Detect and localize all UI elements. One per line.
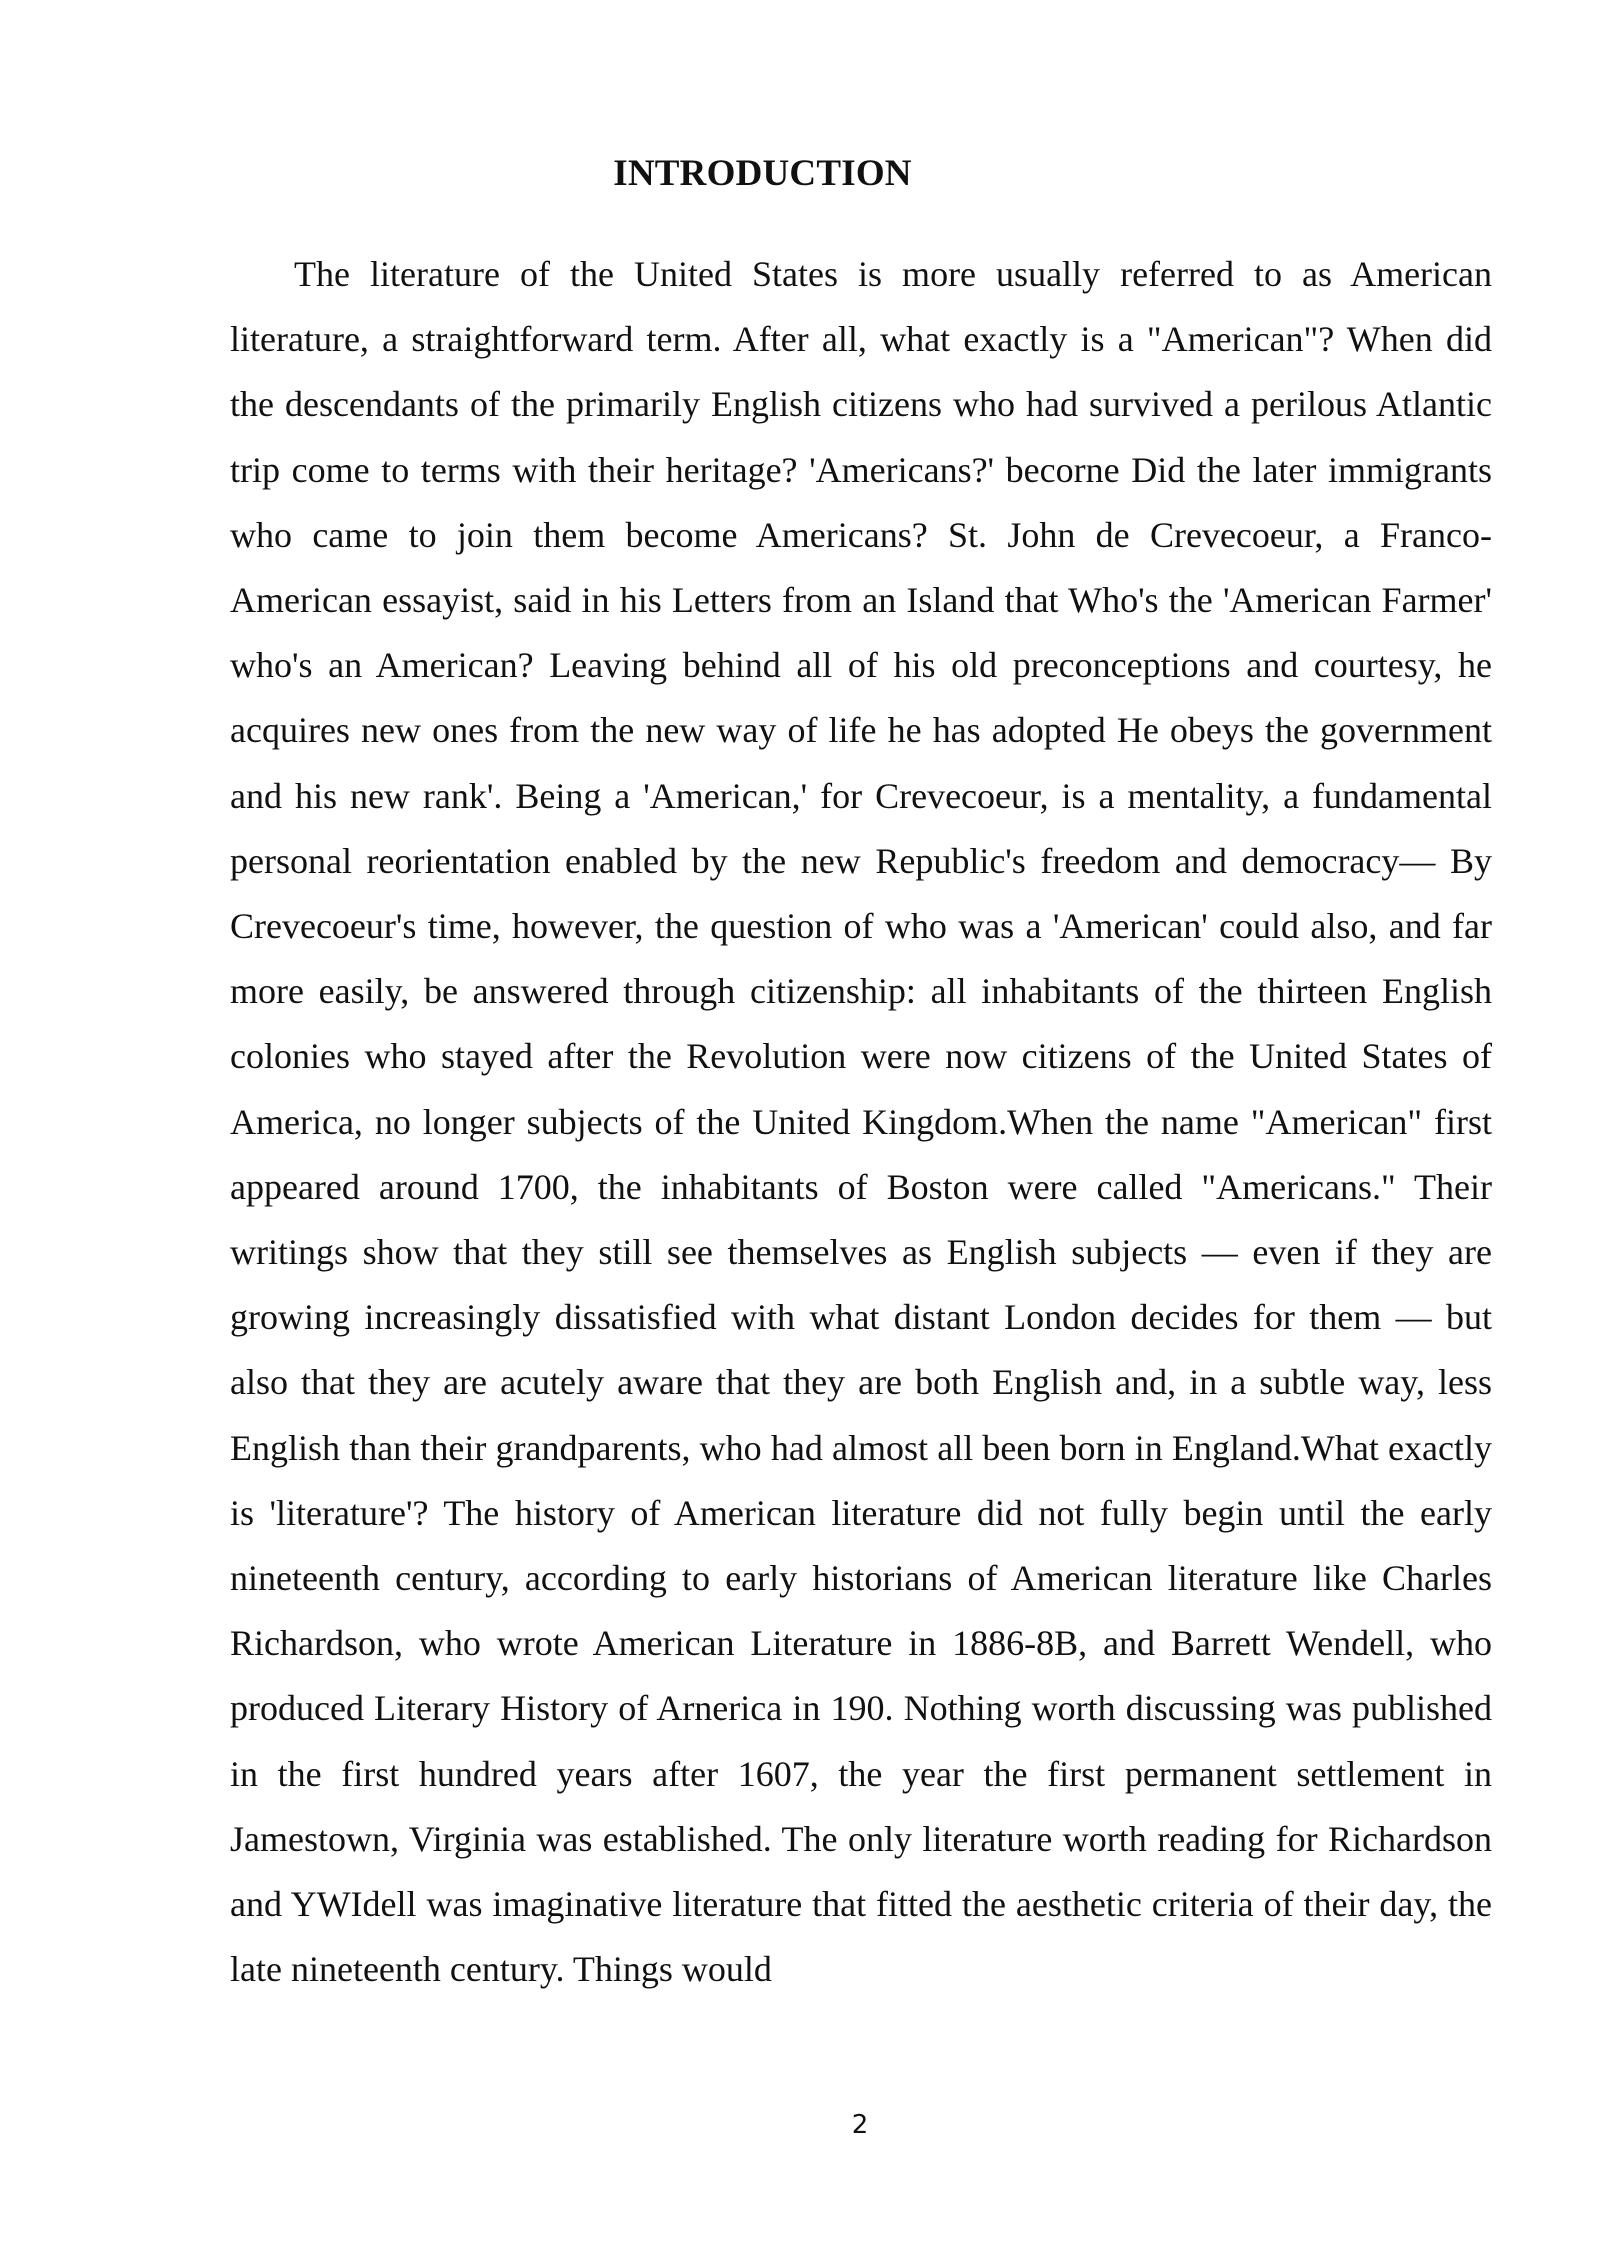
body-paragraph: The literature of the United States is more usually referred to as American literature, a straightforward term. After all, what exactly is a "American"? When did the descendants of the primarily English citizens who had survived a perilous Atlantic trip come to terms with their heritage? 'Americans?' becorne Did the later immigrants who came to join them become Americans? St. John de Crevecoeur, a Franco-American essayist, said in his Letters from an Island that Who's the 'American Farmer' who's an American? Leaving behind all of his old preconceptions and courtesy, he acquires new ones from the new way of life he has adopted He obeys the government and his new rank'. Being a 'American,' for Crevecoeur, is a mentality, a fundamental personal reorientation enabled by the new Republic's freedom and democracy— By Crevecoeur's time, however, the question of who was a 'American' could also, and far more easily, be answered through citizenship: all inhabitants of the thirteen English colonies who stayed after the Revolution were now citizens of the United States of America, no longer subjects of the United Kingdom.When the name "American" first appeared around 1700, the inhabitants of Boston were called "Americans." Their writings show that they still see themselves as English subjects — even if they are growing increasingly dissatisfied with what distant London decides for them — but also that they are acutely aware that they are both English and, in a subtle way, less English than their grandparents, who had almost all been born in England.What exactly is 'literature'? The history of American literature did not fully begin until the early nineteenth century, according to early historians of American literature like Charles Richardson, who wrote American Literature in 1886-8B, and Barrett Wendell, who produced Literary History of Arnerica in 190. Nothing worth discussing was published in the first hundred years after 1607, the year the first permanent settlement in Jamestown, Virginia was established. The only literature worth reading for Richardson and YWIdell was imaginative literature that fitted the aesthetic criteria of their day, the late nineteenth century. Things would: [230, 254, 1492, 1990]
page-title: INTRODUCTION: [613, 153, 912, 194]
page-number: 2: [851, 2110, 869, 2140]
